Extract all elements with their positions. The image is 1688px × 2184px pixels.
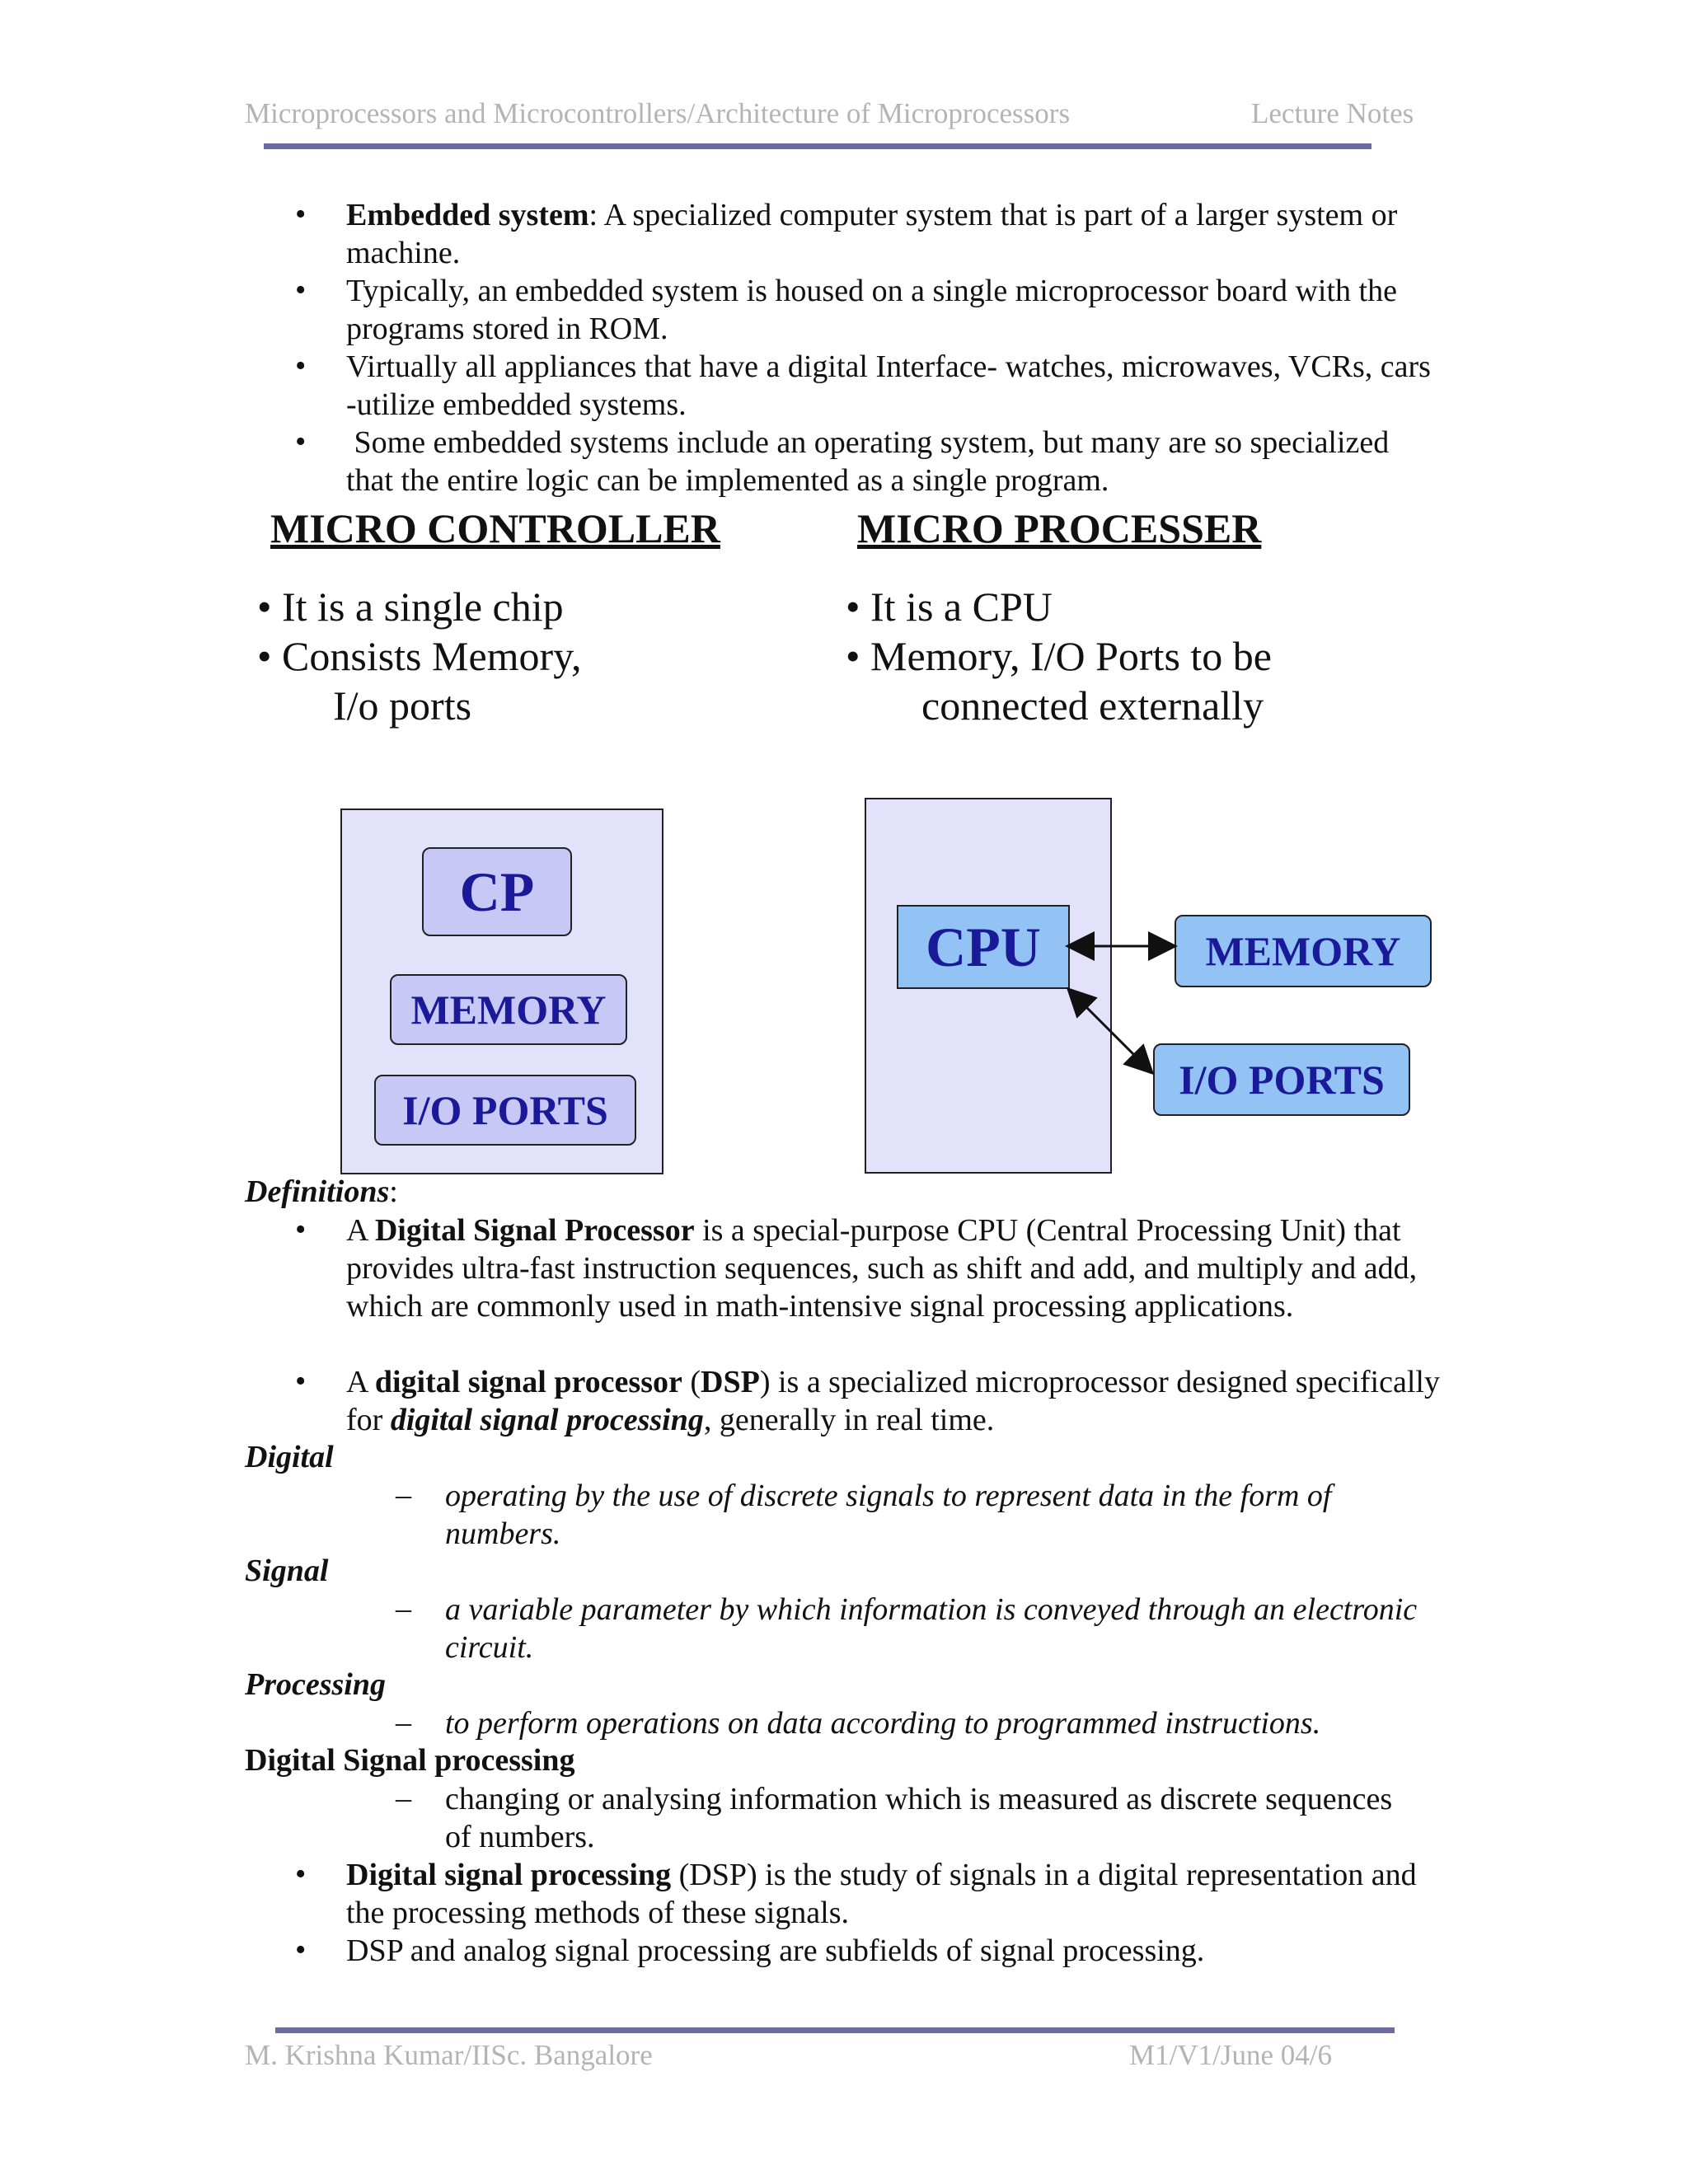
intro-bullet-1-text: : A specialized computer system that is part of a larger system or machine. [346,198,1398,270]
dsp2-end: , generally in real time. [703,1403,995,1437]
def-signal: a variable parameter by which information is conveyed through an electronic circuit. [445,1592,1418,1665]
header-label: Lecture Notes [1251,97,1414,129]
def-digital: operating by the use of discrete signals to represent data in the form of numbers. [445,1479,1332,1551]
term-dsp: DSP [701,1365,760,1399]
mp-line-1: • It is a CPU [846,583,1053,630]
dsp-definition-1 [346,1212,1442,1325]
intro-bullet-4: Some embedded systems include an operating system, but many are so specialized that the entire logic can be implemented as a single program. [346,425,1397,498]
intro-bullet-2: Typically, an embedded system is housed on a single microprocessor board with the programs stored in ROM. [346,274,1397,346]
definitions-heading [245,1174,398,1210]
dsp2-article: A [346,1365,375,1399]
definitions-label: Definitions [245,1174,390,1209]
dash-marker: – [396,1705,411,1740]
mc-io-ports-block: I/O PORTS [374,1075,636,1146]
bullet-marker: • [295,197,307,232]
term-digital-signal-processor-lc: digital signal processor [374,1365,682,1399]
term-digital-signal-processing: digital signal processing [390,1403,704,1437]
mp-cpu-block: CPU [897,905,1070,989]
mc-memory-block: MEMORY [390,974,627,1045]
dsp-definition-2 [346,1363,1442,1439]
dash-marker: – [396,1478,411,1512]
dsp2-text: ) is a specialized microprocessor designed specifically for [346,1365,1440,1437]
bullet-marker: • [295,349,307,383]
mp-line-2: • Memory, I/O Ports to be [846,633,1272,679]
mp-memory-block: MEMORY [1175,915,1432,987]
dash-marker: – [396,1781,411,1816]
footer-author: M. Krishna Kumar/IISc. Bangalore [245,2039,653,2071]
term-processing: Processing [245,1667,386,1702]
dsp2-paren-open: ( [682,1365,701,1399]
bullet-marker: • [295,1364,307,1399]
final-bullet-1 [346,1856,1442,1932]
mc-line-2: • Consists Memory, [257,633,582,679]
footer-rule [275,2027,1395,2033]
mc-line-3: I/o ports [333,682,472,729]
def-processing: to perform operations on data according to programmed instructions. [445,1706,1321,1741]
micro-processer-heading: MICRO PROCESSER [857,505,1262,551]
term-dsp-study: Digital signal processing [346,1858,672,1892]
term-digital-signal-processor: Digital Signal Processor [374,1213,695,1248]
bullet-marker: • [295,273,307,307]
intro-bullet-3: Virtually all appliances that have a digital Interface- watches, microwaves, VCRs, cars -utilize embedded systems. [346,349,1431,422]
footer-page-ref: M1/V1/June 04/6 [1129,2039,1332,2071]
def-digital-signal-processing: changing or analysing information which is measured as discrete sequences of numbers. [445,1782,1393,1854]
bullet-marker: • [295,1933,307,1967]
micro-controller-heading: MICRO CONTROLLER [270,505,720,551]
final-bullet-1-text: (DSP) is the study of signals in a digital representation and the processing methods of these signals. [346,1858,1417,1930]
final-bullet-2: DSP and analog signal processing are subfields of signal processing. [346,1933,1205,1968]
definitions-colon: : [389,1174,398,1209]
dsp1-article: A [346,1213,375,1248]
mp-io-ports-block: I/O PORTS [1153,1043,1410,1116]
bullet-marker: • [295,1857,307,1891]
term-signal: Signal [245,1554,329,1588]
term-embedded-system: Embedded system [346,198,589,232]
cpu-io-arrow [1070,991,1151,1071]
bullet-marker: • [295,424,307,459]
term-digital-signal-processing-heading: Digital Signal processing [245,1743,575,1778]
dsp1-text: is a special-purpose CPU (Central Processing Unit) that provides ultra-fast instruction sequences, such as shift and add, and multiply and add, which are commonly used in math-intensive signal processing applications. [346,1213,1418,1324]
bullet-marker: • [295,1212,307,1247]
mc-line-1: • It is a single chip [257,583,564,630]
term-digital: Digital [245,1440,334,1474]
header-title: Microprocessors and Microcontrollers/Architecture of Microprocessors [245,97,1071,129]
mp-line-3: connected externally [921,682,1264,729]
mc-cp-block: CP [422,847,572,936]
dash-marker: – [396,1591,411,1626]
